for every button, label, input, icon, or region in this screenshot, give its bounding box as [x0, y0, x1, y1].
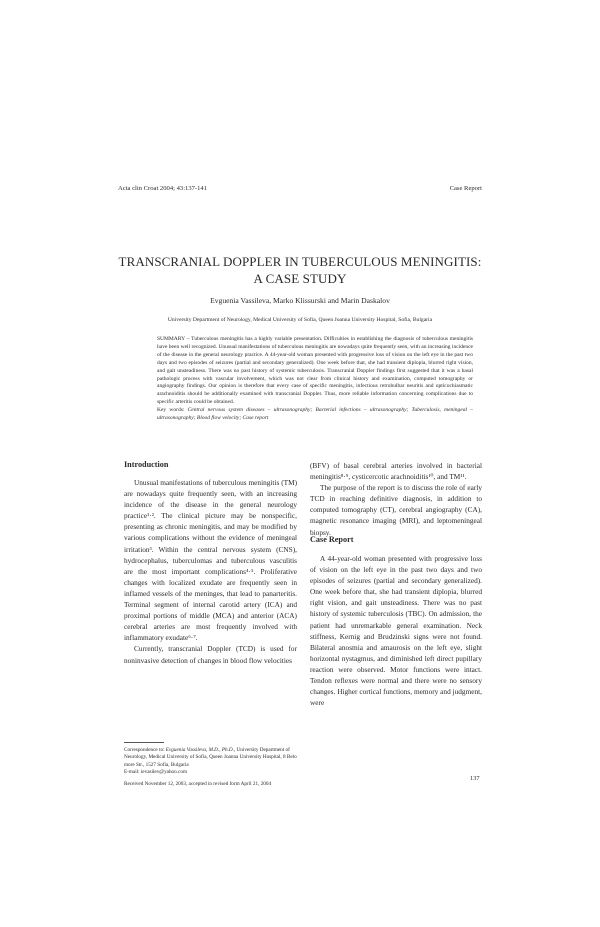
correspondence-email: E-mail: ievasilev@yahoo.com [124, 769, 187, 776]
right-paragraph-1: (BFV) of basal cerebral arteries involved in bacterial meningitis⁸·⁹, cysticercotic arachnoiditis¹⁰, and TM¹¹. [310, 461, 482, 482]
article-title [110, 253, 490, 287]
footnote-rule [124, 742, 164, 743]
intro-paragraph-2: Currently, transcranial Doppler (TCD) is used for noninvasive detection of changes in blood flow velocities [124, 644, 297, 665]
article-type: Case Report [449, 185, 482, 192]
correspondence-footnote [124, 747, 299, 777]
right-column-top [310, 460, 482, 538]
case-paragraph-1: A 44-year-old woman presented with progressive loss of vision on the left eye in the past two days and two episodes of seizures (partial and secondary generalized). One week before that, she had transient diplopia, blurred right vision, and gait unsteadiness. There was no past history of systemic tuberculosis (TBC). On admission, the patient had unremarkable general examination. Neck stiffness, Kernig and Brudzinski signs were not found. Bilateral anosmia and amaurosis on the left eye, slight horizontal nystagmus, and diminished left direct pupillary reaction were observed. Motor functions were intact. Tendon reflexes were normal and there were no sensory changes. Higher cortical functions, memory and judgment, were [310, 554, 482, 708]
right-paragraph-2: The purpose of the report is to discuss the role of early TCD in reaching definitive diagnosis, in addition to computed tomography (CT), cerebral angiography (CA), magnetic resonance imaging (MRI), and leptomeningeal biopsy. [310, 483, 482, 537]
abstract-text: SUMMARY – Tuberculous meningitis has a highly variable presentation. Difficulties in establishing the diagnosis of tuberculous meningitis have been well recognized. Unusual manifestations of tuberculous meningitis are nowadays quite frequently seen, with an increasing incidence of the disease in the general neurology practice. A 44-year-old woman presented with progressive loss of vision on the left eye in the past two days and two episodes of seizures (partial and secondary generalized). One week before that, she had transient diplopia, blurred right vision, and gait unsteadiness. There was no past history of systemic tuberculosis. Transcranial Doppler findings first suggested that it was a basal pathologic process with vascular involvement, which was not clear from clinical history and examination, computed tomography or angiography findings. Our opinion is therefore that every case of specific meningitis, infectious retrobulbar neuritis and opticochiasmatic arachnoiditis should be additionally examined with transcranial Doppler. Thus, more reliable information concerning complications due to specific arteritis could be obtained. [157, 336, 473, 406]
key-words: Central nervous system diseases – ultrasonography; Bacterial infections – ultrasonography; Tuberculosis, meningeal – ultrasonography; Blood flow velocity; Case report [157, 407, 474, 422]
journal-citation: Acta clin Croat 2004; 43:137-141 [118, 185, 207, 192]
received-date: Received November 12, 2003, accepted in revised form April 21, 2004 [124, 781, 272, 787]
heading-case-report: Case Report [310, 535, 354, 544]
authors: Evguenia Vassileva, Marko Klissurski and Marin Daskalov [210, 296, 390, 305]
correspondence-address: , University Department of Neurology, Medical University of Sofia, Queen Joanna University Hospital, 8 Belo more Str., 1527 Sofia, Bulgaria [124, 747, 297, 768]
correspondence-label: Correspondence to: [124, 747, 165, 753]
correspondence-author: Evguenia Vassileva, M.D., Ph.D. [165, 747, 234, 753]
page-number: 137 [470, 775, 480, 782]
intro-paragraph-1: Unusual manifestations of tuberculous meningitis (TM) are nowadays quite frequently seen, with an increasing incidence of the disease in the general neurology practice¹·². The clinical picture may be nonspecific, presenting as chronic meningitis, and may be modified by various complications without the evidence of meningeal irritation³. Within the central nervous system (CNS), hydrocephalus, tuberculomas and tuberculous vasculitis are the most important complications⁴·⁵. Proliferative changes with localized exudate are frequently seen in inflamed vessels of the meninges, that lead to panarteritis. Terminal segment of internal carotid artery (ICA) and proximal portions of middle (MCA) and anterior (ACA) cerebral arteries are most frequently involved with inflammatory exudate⁶·⁷. [124, 478, 297, 643]
introduction-body [124, 477, 297, 666]
heading-introduction: Introduction [124, 460, 169, 469]
abstract [157, 336, 473, 423]
title-line-2: A CASE STUDY [253, 271, 347, 286]
affiliation: University Department of Neurology, Medical University of Sofia, Queen Joanna University Hospital, Sofia, Bulgaria [167, 317, 433, 323]
key-words-label: Key words: [157, 407, 185, 414]
title-line-1: TRANSCRANIAL DOPPLER IN TUBERCULOUS MENINGITIS: [118, 254, 482, 269]
case-report-body [310, 553, 482, 708]
